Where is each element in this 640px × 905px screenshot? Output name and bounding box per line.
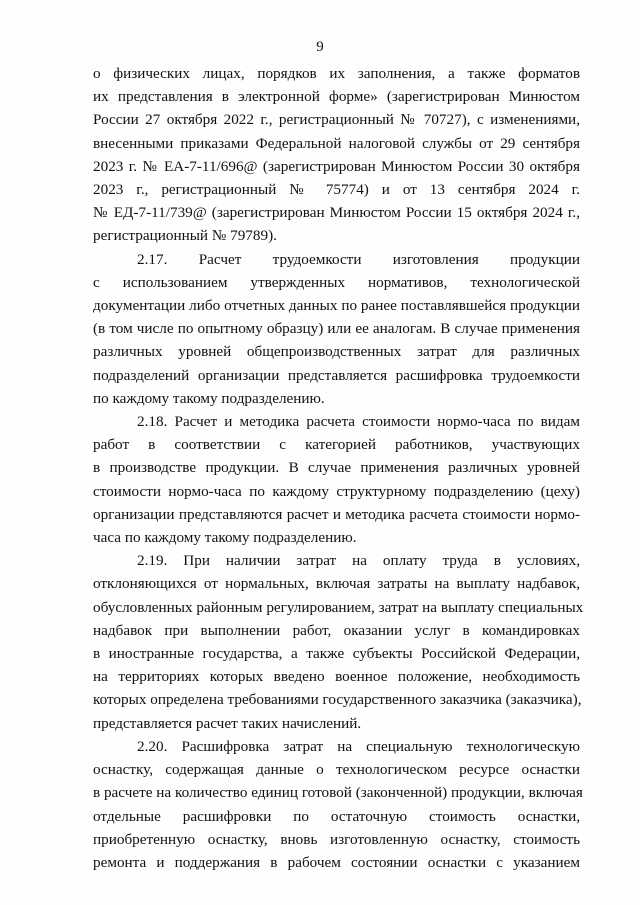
- text-line: 2.19. При наличии затрат на оплату труда в условиях,: [137, 552, 580, 570]
- text-line: представляется расчет таких начислений.: [93, 714, 362, 732]
- text-line: работ в соответствии с категорией работников, участвующих: [93, 436, 580, 454]
- paragraph-2-17: [93, 248, 580, 410]
- paragraph-continuation: [93, 62, 580, 248]
- paragraph-2-20: [93, 735, 583, 874]
- text-line: организации представляются расчет и методика расчета стоимости нормо-: [93, 505, 580, 523]
- text-line: с использованием утвержденных нормативов, технологической: [93, 273, 580, 291]
- text-line: по каждому такому подразделению.: [93, 389, 325, 407]
- text-line: стоимости нормо-часа по каждому структурному подразделению (цеху): [93, 482, 580, 500]
- document-body: [93, 62, 584, 874]
- text-line: № ЕД-7-11/739@ (зарегистрирован Минюстом России 15 октября 2024 г.,: [93, 204, 580, 222]
- text-line: различных уровней общепроизводственных затрат для различных: [93, 343, 580, 361]
- text-line: 2023 г. № ЕА-7-11/696@ (зарегистрирован Минюстом России 30 октября: [93, 157, 580, 175]
- text-line: оснастку, содержащая данные о технологическом ресурсе оснастки: [93, 761, 580, 779]
- text-line: (в том числе по опытному образцу) или ее аналогам. В случае применения: [93, 320, 580, 338]
- paragraph-2-18: [93, 410, 580, 549]
- text-line: отклоняющихся от нормальных, включая затраты на выплату надбавок,: [93, 575, 580, 593]
- text-line: подразделений организации представляется расшифровка трудоемкости: [93, 366, 580, 384]
- text-line: 2023 г., регистрационный № 75774) и от 13 сентября 2024 г.: [93, 181, 580, 199]
- text-line: приобретенную оснастку, вновь изготовленную оснастку, стоимость: [93, 830, 580, 848]
- text-line: внесенными приказами Федеральной налоговой службы от 29 сентября: [93, 134, 580, 152]
- text-line: обусловленных районным регулированием, затрат на выплату специальных: [93, 598, 584, 616]
- text-line: отдельные расшифровки по остаточную стоимость оснастки,: [93, 807, 580, 825]
- text-line: их представления в электронной форме» (зарегистрирован Минюстом: [93, 88, 580, 106]
- text-line: которых определена требованиями государственного заказчика (заказчика),: [93, 691, 582, 709]
- text-line: в производстве продукции. В случае применения различных уровней: [93, 459, 580, 477]
- text-line: регистрационный № 79789).: [93, 227, 277, 245]
- text-line: документации либо отчетных данных по ранее поставлявшейся продукции: [93, 297, 580, 315]
- text-line: 2.20. Расшифровка затрат на специальную технологическую: [137, 737, 580, 755]
- text-line: в иностранные государства, а также субъекты Российской Федерации,: [93, 645, 580, 663]
- text-line: надбавок при выполнении работ, оказании услуг в командировках: [93, 621, 580, 639]
- text-line: России 27 октября 2022 г., регистрационный № 70727), с изменениями,: [93, 111, 580, 129]
- text-line: в расчете на количество единиц готовой (законченной) продукции, включая: [93, 784, 583, 802]
- text-line: на территориях которых введено военное положение, необходимость: [93, 668, 580, 686]
- page-number: 9: [316, 39, 324, 55]
- text-line: о физических лицах, порядков их заполнения, а также форматов: [93, 65, 580, 82]
- text-line: часа по каждому такому подразделению.: [93, 529, 357, 547]
- paragraph-2-19: [93, 549, 584, 735]
- text-line: 2.17. Расчет трудоемкости изготовления продукции: [137, 250, 580, 268]
- text-line: 2.18. Расчет и методика расчета стоимости нормо-часа по видам: [137, 413, 580, 431]
- text-line: ремонта и поддержания в рабочем состоянии оснастки с указанием: [93, 853, 580, 871]
